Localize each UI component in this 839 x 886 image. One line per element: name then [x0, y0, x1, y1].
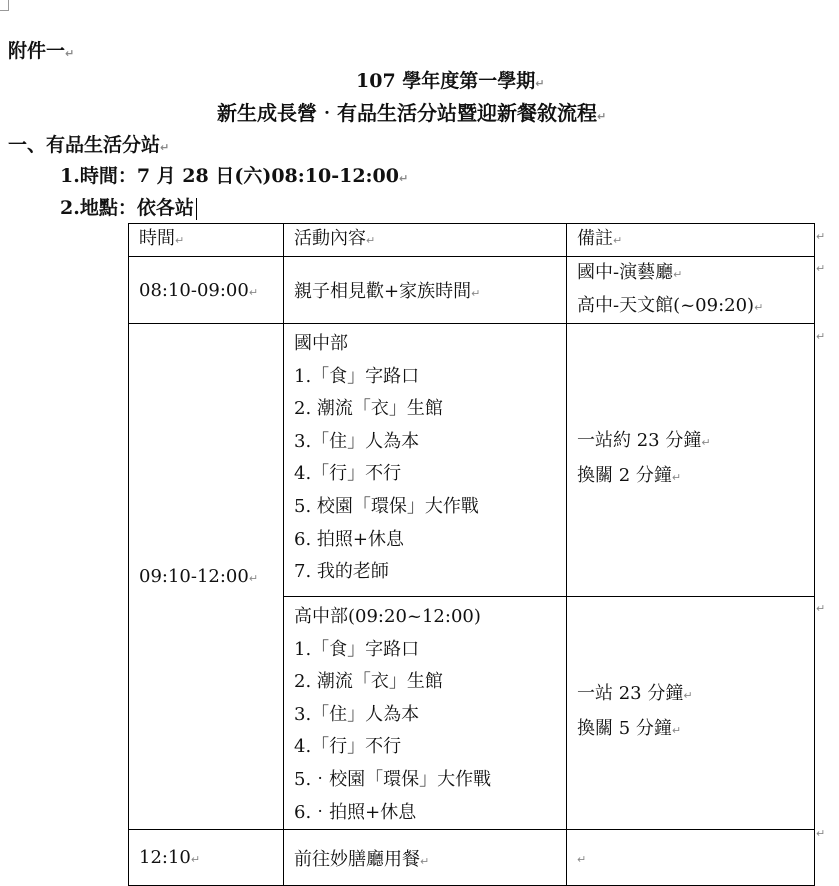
location-item: 2.地點：依各站	[60, 193, 197, 220]
schedule-table	[128, 223, 815, 886]
row2-time: 09:10-12:00↵	[129, 324, 284, 830]
header-notes: 備註↵	[567, 224, 815, 257]
title-line-2: 新生成長營‧有品生活分站暨迎新餐敘流程↵	[217, 101, 607, 125]
header-activity: 活動內容↵	[284, 224, 567, 257]
table-header-row	[129, 224, 815, 257]
row-end-mark: ↵	[816, 827, 826, 840]
row2-junior-activities: 國中部 1.「食」字路口 2. 潮流「衣」生館 3.「住」人為本 4.「行」不行 5. 校園「環保」大作戰 6. 拍照+休息 7. 我的老師	[284, 324, 567, 597]
text-cursor	[196, 198, 197, 220]
row-end-mark: ↵	[816, 330, 826, 343]
row-end-mark: ↵	[816, 230, 826, 243]
row-end-mark: ↵	[816, 262, 826, 275]
title-line-1: 107 學年度第一學期↵	[356, 70, 545, 92]
attachment-label: 附件一↵	[8, 40, 75, 62]
table-row	[129, 830, 815, 886]
table-row	[129, 257, 815, 324]
row2-senior-notes: 一站 23 分鐘↵ 換關 5 分鐘↵	[567, 597, 815, 830]
table-row	[129, 324, 815, 597]
row3-notes: ↵	[567, 830, 815, 886]
time-item: 1.時間：7 月 28 日(六)08:10-12:00↵	[60, 165, 409, 187]
row2-senior-activities: 高中部(09:20~12:00) 1.「食」字路口 2. 潮流「衣」生館 3.「住」人為本 4.「行」不行 5.‧校園「環保」大作戰 6.‧拍照+休息	[284, 597, 567, 830]
header-time: 時間↵	[129, 224, 284, 257]
page-corner-mark	[0, 0, 9, 11]
row1-activity: 親子相見歡+家族時間↵	[284, 257, 567, 324]
row-end-mark: ↵	[816, 602, 826, 615]
row3-time: 12:10↵	[129, 830, 284, 886]
row1-notes: 國中-演藝廳↵ 高中-天文館(~09:20)↵	[567, 257, 815, 324]
section-heading-1: 一、有品生活分站↵	[8, 134, 170, 156]
row2-junior-notes: 一站約 23 分鐘↵ 換關 2 分鐘↵	[567, 324, 815, 597]
row1-time: 08:10-09:00↵	[129, 257, 284, 324]
row3-activity: 前往妙膳廳用餐↵	[284, 830, 567, 886]
